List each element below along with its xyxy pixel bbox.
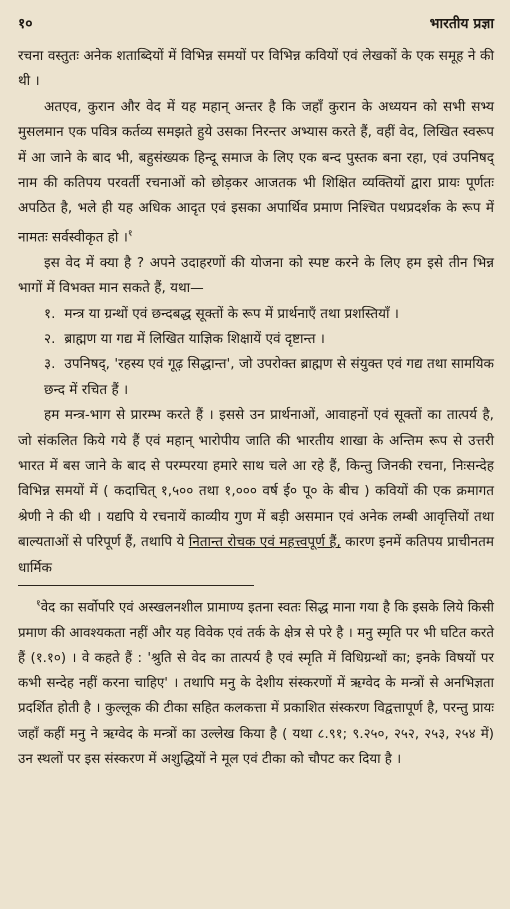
footnote-divider [18,585,254,586]
running-title: भारतीय प्रज्ञा [429,16,494,32]
list-item [18,302,494,327]
paragraph-continuation: रचना वस्तुतः अनेक शताब्दियों में विभिन्न समयों पर विभिन्न कवियों एवं लेखकों के एक समूह ने की थी । [18,48,494,90]
list-text: ब्राह्मण या गद्य में लिखित याज्ञिक शिक्षायें एवं दृष्टान्त । [64,331,325,347]
footnote-mark: १ [127,228,133,239]
page-header [18,14,494,42]
list-item [18,327,494,352]
list-number: २. [44,331,56,347]
paragraph-text: अतएव, कुरान और वेद में यह महान् अन्तर है कि जहाँ कुरान के अध्ययन को सभी सभ्य मुसलमान एक पवित्र कर्तव्य समझते हुये उसका निरन्तर अभ्यास करते हैं, वहीं वेद, लिखित स्वरूप में आ जाने के बाद भी, बहुसंख्यक हिन्दू समाज के लिए एक बन्द पुस्तक बना रहा, एवं उपनिषद् नाम की कतिपय परवर्ती रचनाओं को छोड़कर आजतक भी शिक्षित व्यक्तियों द्वारा प्रायः पूर्णतः अपठित है, भले ही यह अधिक आदृत एवं इसका अपार्थिव प्रमाण निश्चित पथप्रदर्शक के रूप में नामतः सर्वस्वीकृत हो । [18,98,494,246]
list-text: उपनिषद्, 'रहस्य एवं गूढ़ सिद्धान्त', जो उपरोक्त ब्राह्मण से संयुक्त एवं गद्य तथा सामयिक छन्द में रचित हैं । [44,356,494,398]
paragraph-text: हम मन्त्र-भाग से प्रारम्भ करते हैं । इससे उन प्रार्थनाओं, आवाहनों एवं सूक्तों का तात्पर्य है, जो संकलित किये गये हैं एवं महान् भारोपीय जाति की भारतीय शाखा के अन्तिम रूप से उत्तरी भारत में बस जाने के बाद से परम्परया हमारे साथ चले आ रहे हैं, किन्तु जिनकी रचना, निःसन्देह विभिन्न समयों में ( कदाचित् १,५०० तथा १,००० वर्ष ई० पू० के बीच ) कवियों की एक क्रमागत श्रेणी ने की थी । यद्यपि ये रचनायें काव्यीय गुण में बड़ी असमान एवं अनेक लम्बी आवृत्तियों तथा बाल्यताओं से परिपूर्ण हैं, तथापि ये [18,407,494,551]
list-number: १. [44,305,56,322]
footnote [18,592,494,772]
underlined-text: नितान्त रोचक एवं महत्त्वपूर्ण हैं, [188,534,341,551]
paragraph-divisions: इस वेद में क्या है ? अपने उदाहरणों की योजना को स्पष्ट करने के लिए हम इसे तीन भिन्न भागों में विभक्त मान सकते हैं, यथा— [18,254,495,297]
paragraph-mantra [18,403,494,581]
footnote-mark: १ [36,599,41,610]
list-text: मन्त्र या ग्रन्थों एवं छन्दबद्ध सूक्तों के रूप में प्रार्थनाएँ तथा प्रशस्तियाँ । [64,305,399,322]
paragraph-tail: कारण इनमें कतिपय प्राचीनतम धार्मिक [18,534,494,576]
page-number: १० [18,16,33,32]
list-number: ३. [44,356,56,373]
footnote-text: वेद का सर्वोपरि एवं अस्खलनशील प्रामाण्य इतना स्वतः सिद्ध माना गया है कि इसके लिये किसी प्रमाण की आवश्यकता नहीं और यह विवेक एवं तर्क के क्षेत्र से परे है । मनु स्मृति पर भी घटित करते हैं (१.१०) । वे कहते हैं : 'श्रुति से वेद का तात्पर्य है एवं स्मृति में विधिग्रन्थों का; इनके विषयों पर कभी सन्देह नहीं करना चाहिए' । तथापि मनु के देशीय संस्करणों में ऋग्वेद के मन्त्रों से अनभिज्ञता प्रदर्शित होती है । कुल्लूक की टीका सहित कलकत्ता में प्रकाशित संस्करण विद्वत्तापूर्ण है, परन्तु प्रायः जहाँ कहीं मनु ने ऋग्वेद के मन्त्रों का उल्लेख किया है ( यथा ८.९१; ९.२५०, २५२, २५३, २५४ में) उन स्थलों पर इस संस्करण में अशुद्धियों ने मूल एवं टीका को चौपट कर दिया है । [18,600,494,767]
list-item [18,352,494,403]
paragraph-quran-veda [18,95,494,251]
